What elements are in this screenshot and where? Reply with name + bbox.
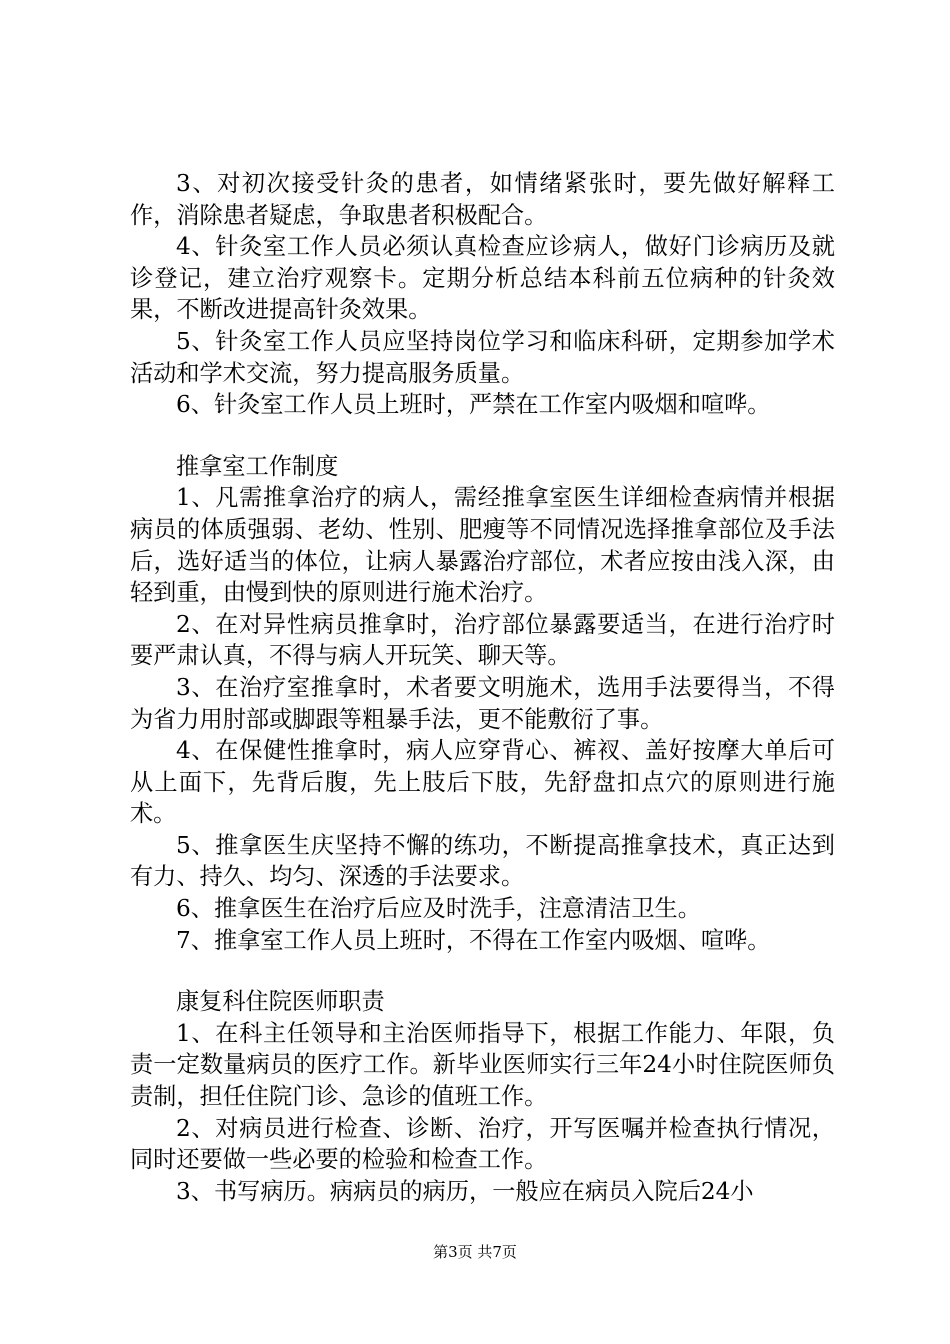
paragraph: 4、针灸室工作人员必须认真检查应诊病人，做好门诊病历及就诊登记，建立治疗观察卡。定期分析总结本科前五位病种的针灸效果，不断改进提高针灸效果。	[130, 233, 835, 324]
page-number-label: 第3页 共7页	[433, 1243, 517, 1261]
paragraph: 2、在对异性病员推拿时，治疗部位暴露要适当，在进行治疗时要严肃认真，不得与病人开玩笑、聊天等。	[130, 610, 835, 670]
paragraph: 1、在科主任领导和主治医师指导下，根据工作能力、年限，负责一定数量病员的医疗工作。新毕业医师实行三年24小时住院医师负责制，担任住院门诊、急诊的值班工作。	[130, 1019, 835, 1111]
paragraph: 6、推拿医生在治疗后应及时洗手，注意清洁卫生。	[176, 895, 701, 923]
paragraph: 6、针灸室工作人员上班时，严禁在工作室内吸烟和喧哗。	[176, 391, 771, 419]
paragraph: 2、对病员进行检查、诊断、治疗，开写医嘱并检查执行情况，同时还要做一些必要的检验和检查工作。	[130, 1114, 835, 1174]
section-heading: 康复科住院医师职责	[176, 988, 385, 1016]
paragraph: 5、推拿医生庆坚持不懈的练功，不断提高推拿技术，真正达到有力、持久、均匀、深透的手法要求。	[130, 831, 835, 891]
document-body	[130, 168, 835, 1207]
section-acupuncture-rules	[130, 168, 835, 421]
paragraph: 3、书写病历。病病员的病历，一般应在病员入院后24小	[176, 1177, 754, 1205]
paragraph: 4、在保健性推拿时，病人应穿背心、裤衩、盖好按摩大单后可从上面下，先背后腹，先上肢后下肢，先舒盘扣点穴的原则进行施术。	[130, 737, 835, 828]
section-resident-duties	[130, 986, 835, 1207]
page-footer	[0, 1242, 950, 1262]
paragraph: 3、在治疗室推拿时，术者要文明施术，选用手法要得当，不得为省力用肘部或脚跟等粗暴手法，更不能敷衍了事。	[130, 673, 835, 733]
section-heading: 推拿室工作制度	[176, 452, 339, 480]
paragraph: 5、针灸室工作人员应坚持岗位学习和临床科研，定期参加学术活动和学术交流，努力提高服务质量。	[130, 327, 835, 387]
section-massage-room-rules	[130, 451, 835, 957]
section-spacer	[130, 956, 835, 986]
paragraph: 3、对初次接受针灸的患者，如情绪紧张时，要先做好解释工作，消除患者疑虑，争取患者积极配合。	[130, 170, 835, 229]
paragraph: 1、凡需推拿治疗的病人，需经推拿室医生详细检查病情并根据病员的体质强弱、老幼、性别、肥瘦等不同情况选择推拿部位及手法后，选好适当的体位，让病人暴露治疗部位，术者应按由浅入深，由轻到重，由慢到快的原则进行施术治疗。	[130, 484, 835, 607]
paragraph: 7、推拿室工作人员上班时，不得在工作室内吸烟、喧哗。	[176, 926, 771, 954]
section-spacer	[130, 421, 835, 451]
